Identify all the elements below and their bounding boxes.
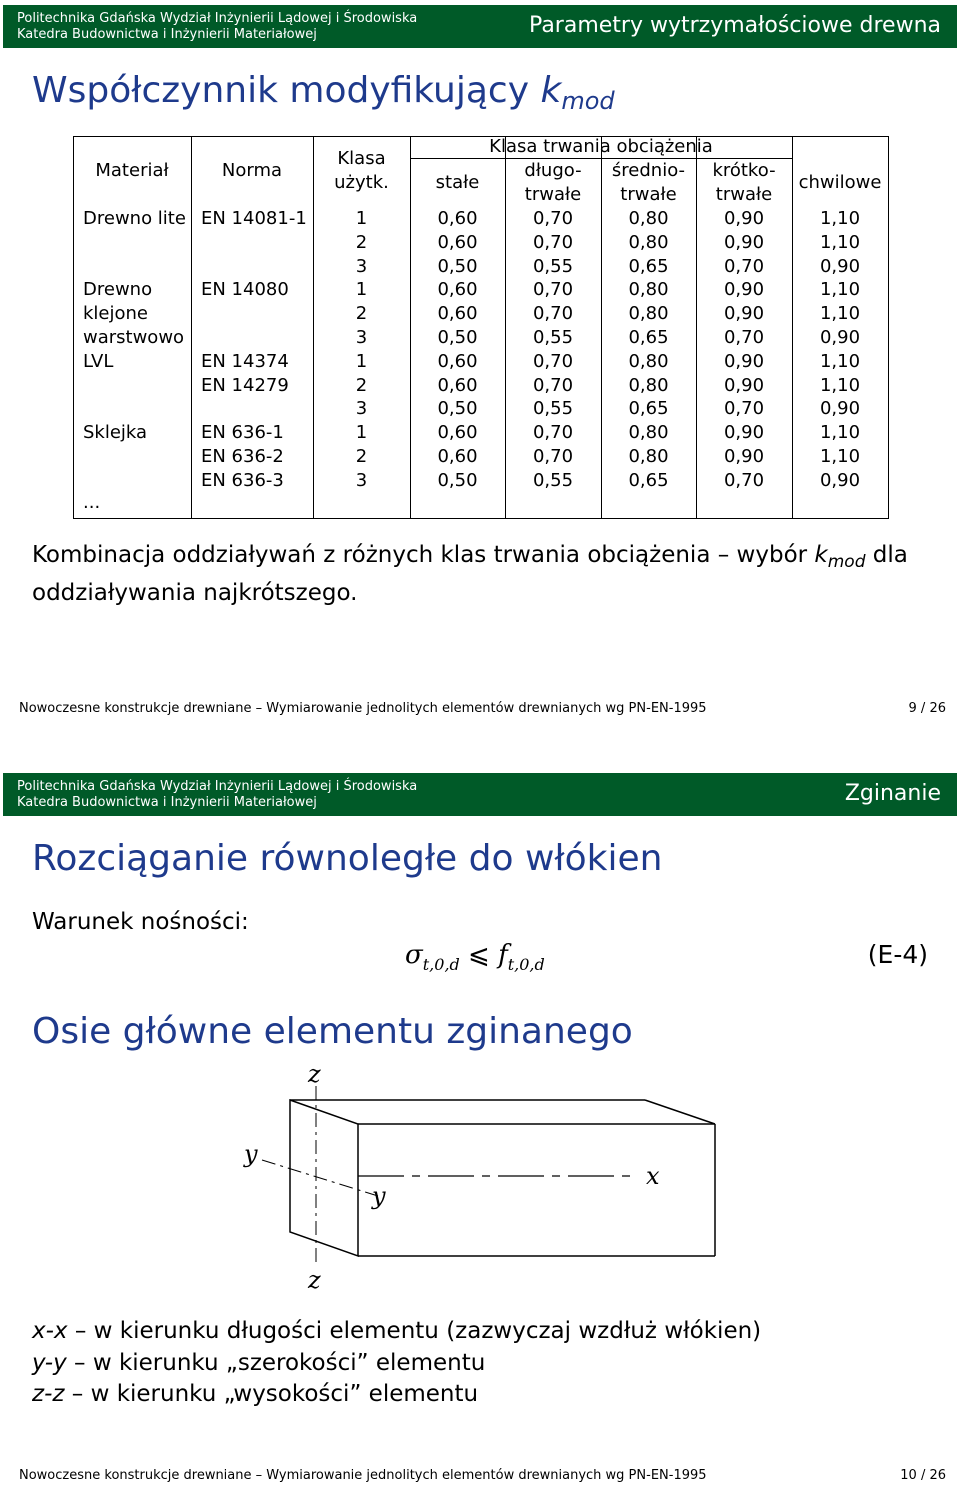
- f-symbol: f: [498, 940, 508, 970]
- beam-end-face: [290, 1100, 358, 1256]
- material-name: Sklejka: [83, 422, 148, 444]
- slide-header: [3, 5, 957, 48]
- axis-z-desc: – w kierunku „wysokości” elementu: [64, 1381, 479, 1407]
- use-class: 1: [355, 208, 368, 229]
- kmod-value: 1,10: [819, 279, 861, 301]
- frame-title-tension: Rozciąganie równoległe do włókien: [32, 838, 663, 879]
- header-krotko-2: trwałe: [715, 184, 773, 205]
- axis-z-name: z-z: [32, 1381, 65, 1407]
- header-norma: Norma: [221, 160, 283, 181]
- use-class: 1: [355, 279, 368, 301]
- frame-title-sub: mod: [561, 87, 615, 115]
- kmod-value: 0,90: [723, 303, 765, 325]
- kmod-value: 0,90: [723, 279, 765, 301]
- kmod-value: 0,90: [819, 327, 861, 348]
- note-text-2: dla oddziaływania najkrótszego.: [32, 542, 908, 606]
- kmod-value: 1,10: [819, 303, 861, 325]
- header-dlugo-1: długo-: [524, 160, 582, 181]
- y-label-left: y: [244, 1140, 258, 1168]
- note-text-1: Kombinacja oddziaływań z różnych klas trwania obciążenia – wybór: [32, 542, 815, 568]
- institution-line-1: Politechnika Gdańska Wydział Inżynierii Lądowej i Środowiska: [17, 11, 418, 26]
- institution-line-2: Katedra Budownictwa i Inżynierii Materiałowej: [17, 795, 317, 810]
- header-material: Materiał: [95, 160, 169, 181]
- kmod-value: 0,90: [723, 446, 765, 467]
- use-class: 2: [355, 374, 368, 396]
- kmod-value: 0,90: [723, 231, 765, 253]
- condition-label: Warunek nośności:: [32, 909, 249, 935]
- kmod-value: 0,80: [628, 374, 669, 396]
- kmod-value: 0,60: [437, 374, 478, 396]
- combination-note: [32, 540, 932, 609]
- kmod-value: 0,80: [628, 350, 669, 372]
- beam-axes-diagram: [0, 768, 960, 1308]
- kmod-value: 1,10: [819, 350, 861, 372]
- kmod-value: 0,70: [723, 469, 765, 491]
- kmod-value: 0,50: [437, 327, 478, 348]
- axis-desc-z: [32, 1379, 761, 1411]
- kmod-value: 0,55: [532, 469, 574, 491]
- use-class: 3: [355, 327, 368, 348]
- kmod-value: 0,50: [437, 469, 478, 491]
- norm-name: EN 14374: [201, 350, 289, 372]
- table-border-top-left: [73, 136, 410, 137]
- institution-block: [17, 11, 417, 43]
- header-sred-2: trwałe: [620, 184, 677, 205]
- frame-title-text: Współczynnik modyfikujący: [32, 70, 541, 111]
- kmod-value: 0,80: [628, 208, 669, 229]
- kmod-value: 1,10: [819, 446, 861, 467]
- institution-line-1: Politechnika Gdańska Wydział Inżynierii Lądowej i Środowiska: [17, 779, 418, 794]
- kmod-value: 0,70: [532, 374, 574, 396]
- header-dlugo-2: trwałe: [524, 184, 582, 205]
- use-class: 3: [355, 398, 368, 420]
- kmod-value: 0,90: [723, 422, 765, 444]
- kmod-value: 0,70: [532, 350, 574, 372]
- kmod-value: 1,10: [819, 422, 861, 444]
- header-group: Klasa trwania obciążenia: [489, 136, 713, 157]
- table-border-left: [73, 136, 74, 519]
- axis-x-name: x-x: [32, 1318, 68, 1344]
- footer-text: Nowoczesne konstrukcje drewniane – Wymiarowanie jednolitych elementów drewnianych wg PN-EN-1995: [19, 1468, 707, 1483]
- kmod-value: 1,10: [819, 374, 861, 396]
- slide-9: [0, 0, 960, 740]
- axis-descriptions: [32, 1316, 761, 1411]
- kmod-value: 0,70: [723, 255, 765, 277]
- norm-name: EN 636-3: [201, 469, 284, 491]
- norm-name: EN 14279: [201, 374, 289, 396]
- kmod-value: 0,60: [437, 422, 478, 444]
- section-title: Parametry wytrzymałościowe drewna: [529, 13, 941, 38]
- kmod-value: 0,80: [628, 279, 669, 301]
- page-number: 9 / 26: [908, 701, 946, 716]
- z-label-bottom: z: [308, 1266, 321, 1294]
- axis-x-desc: – w kierunku długości elementu (zazwyczaj wzdłuż włókien): [67, 1318, 762, 1344]
- kmod-value: 0,90: [819, 255, 861, 277]
- sigma-symbol: σ: [405, 940, 423, 970]
- use-class: 2: [355, 303, 368, 325]
- y-axis-line: [262, 1160, 378, 1196]
- kmod-value: 0,90: [819, 469, 861, 491]
- beam-top-right-edge: [645, 1100, 715, 1124]
- use-class: 1: [355, 350, 368, 372]
- kmod-value: 0,50: [437, 398, 478, 420]
- kmod-value: 0,65: [628, 469, 669, 491]
- material-name: LVL: [83, 350, 114, 372]
- header-chwilowe: chwilowe: [798, 172, 882, 193]
- footer-text: Nowoczesne konstrukcje drewniane – Wymiarowanie jednolitych elementów drewnianych wg PN-EN-1995: [19, 701, 707, 716]
- material-name: Drewno: [83, 279, 153, 301]
- table-border-bottom: [73, 518, 889, 519]
- material-name: Drewno lite: [83, 208, 186, 229]
- kmod-value: 0,80: [628, 422, 669, 444]
- kmod-value: 0,80: [628, 303, 669, 325]
- use-class: 1: [355, 422, 368, 444]
- kmod-value: 0,60: [437, 303, 478, 325]
- norm-name: EN 636-1: [201, 422, 284, 444]
- frame-title-axes: Osie główne elementu zginanego: [32, 1011, 633, 1052]
- kmod-value: 0,70: [532, 303, 574, 325]
- z-label-top: z: [308, 1060, 321, 1088]
- kmod-value: 0,70: [723, 327, 765, 348]
- leq-symbol: ⩽: [468, 940, 490, 970]
- material-name: warstwowo: [83, 327, 185, 348]
- header-sred-1: średnio-: [611, 160, 686, 181]
- axis-y-name: y-y: [32, 1349, 67, 1376]
- header-stale: stałe: [435, 172, 480, 193]
- page-number: 10 / 26: [900, 1468, 946, 1483]
- kmod-value: 0,90: [723, 350, 765, 372]
- kmod-table: [73, 136, 888, 519]
- x-label: x: [646, 1162, 660, 1190]
- axis-y-desc: – w kierunku „szerokości” elementu: [66, 1349, 486, 1376]
- kmod-value: 0,90: [723, 208, 765, 229]
- kmod-value: 0,65: [628, 255, 669, 277]
- header-krotko-1: krótko-: [712, 160, 776, 181]
- section-title: Zginanie: [844, 781, 941, 806]
- note-k: k: [814, 542, 828, 568]
- sigma-subscript: t,0,d: [422, 955, 460, 974]
- kmod-value: 0,60: [437, 446, 478, 467]
- norm-name: EN 14081-1: [201, 208, 307, 229]
- f-subscript: t,0,d: [507, 955, 545, 974]
- institution-line-2: Katedra Budownictwa i Inżynierii Materiałowej: [17, 27, 317, 42]
- kmod-value: 1,10: [819, 208, 861, 229]
- table-ellipsis: ...: [83, 491, 101, 513]
- note-sub: mod: [827, 552, 866, 572]
- use-class: 3: [355, 469, 368, 491]
- kmod-value: 0,60: [437, 279, 478, 301]
- use-class: 2: [355, 446, 368, 467]
- axis-desc-x: [32, 1316, 761, 1348]
- frame-title: [32, 70, 615, 115]
- frame-title-k: k: [540, 70, 562, 111]
- kmod-value: 0,60: [437, 350, 478, 372]
- kmod-value: 0,70: [532, 279, 574, 301]
- kmod-value: 0,80: [628, 446, 669, 467]
- norm-name: EN 636-2: [201, 446, 284, 467]
- kmod-value: 0,70: [532, 446, 574, 467]
- table-group-underline: [410, 158, 792, 159]
- equation-number: (E-4): [867, 940, 928, 969]
- kmod-value: 0,80: [628, 231, 669, 253]
- use-class: 3: [355, 255, 368, 277]
- axis-desc-y: [32, 1348, 761, 1380]
- kmod-value: 0,70: [532, 208, 574, 229]
- kmod-value: 0,70: [723, 398, 765, 420]
- header-klasa-2: użytk.: [334, 172, 389, 193]
- kmod-value: 1,10: [819, 231, 861, 253]
- kmod-value: 0,60: [437, 208, 478, 229]
- norm-name: EN 14080: [201, 279, 289, 301]
- slide-10: [0, 768, 960, 1485]
- kmod-value: 0,90: [723, 374, 765, 396]
- header-klasa-1: Klasa: [337, 148, 386, 169]
- kmod-value: 0,55: [532, 327, 574, 348]
- kmod-value: 0,55: [532, 398, 574, 420]
- material-name: klejone: [83, 303, 148, 325]
- kmod-value: 0,50: [437, 255, 478, 277]
- kmod-value: 0,60: [437, 231, 478, 253]
- y-label-inner: y: [372, 1182, 386, 1210]
- use-class: 2: [355, 231, 368, 253]
- table-border-right: [888, 136, 889, 519]
- kmod-value: 0,70: [532, 231, 574, 253]
- kmod-value: 0,55: [532, 255, 574, 277]
- kmod-value: 0,65: [628, 327, 669, 348]
- kmod-value: 0,70: [532, 422, 574, 444]
- kmod-value: 0,90: [819, 398, 861, 420]
- kmod-value: 0,65: [628, 398, 669, 420]
